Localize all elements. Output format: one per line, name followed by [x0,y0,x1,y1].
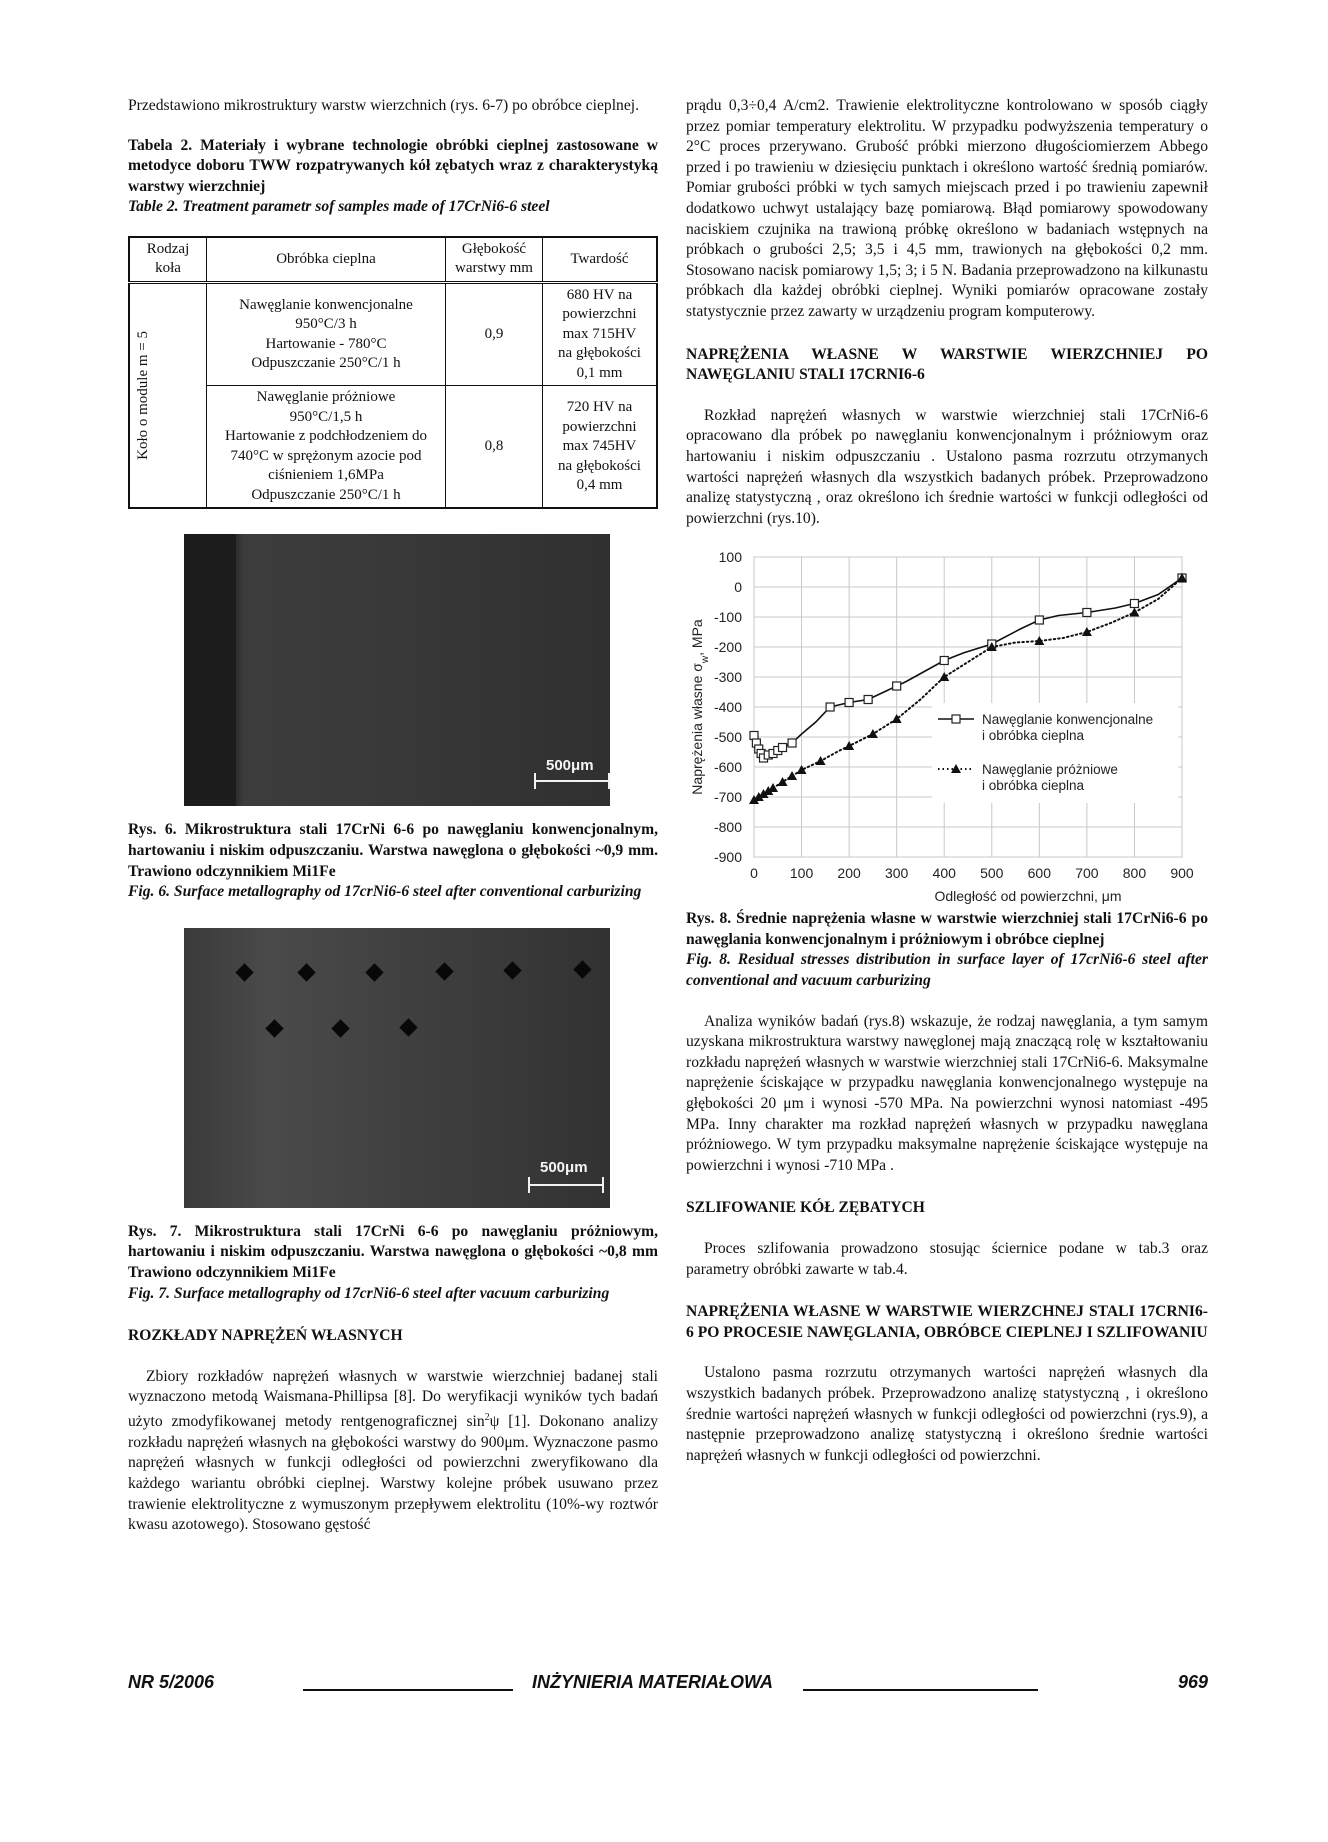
table2-caption-pl: Tabela 2. Materiały i wybrane technologie obróbki cieplnej zastosowane w metodyce doboru TWW rozpatrywanych kół zębatych wraz z charakterystyką warstwy wierzchniej [128,136,658,195]
y-tick-label: -400 [713,699,742,716]
hardness-indent [573,960,591,978]
chart-legend [932,703,1178,803]
scale-label: 500μm [546,757,594,775]
data-point-square [1035,616,1043,624]
continued-paragraph: prądu 0,3÷0,4 A/cm2. Trawienie elektrolityczne kontrolowano w sposób ciągły przez pomiar temperatury elektrolitu. W przypadku podwyższenia temperatury o 2°C proces przerywano. Grubość próbki mierzono długościomierzem Abbego przed i po trawieniu w dziesięciu punktach i określono wartość średnią pomiarów. Pomiar grubości próbki w tych samych miejscach przed i po trawieniu zapewnił dodatkowo uchwyt ustalający bazę pomiarową. Błąd pomiarowy spowodowany naciskiem czujnika na trawioną próbkę określono w badaniach wstępnych na próbkach o grubości 2,5; 3,5 i 4,5 mm, trawionych na głębokości 0,2 mm. Stosowano nacisk pomiarowy 1,5; 3; i 5 N. Badania przeprowadzono na kilkunastu próbkach dla każdej obróbki cieplnej. Wyniki pomiarów opracowane zostały statystycznie przez zawarty w urządzeniu program komputerowy. [686,97,1208,320]
table-header-row [129,237,657,283]
hardness-line: powierzchni [562,306,637,323]
table-cell-hardness [543,282,658,386]
hardness-indent [297,963,315,981]
ylabel-unit: , MPa [689,619,705,657]
table-group-cell [129,282,207,508]
paragraph-2: Analiza wyników badań (rys.8) wskazuje, że rodzaj nawęglania, a tym samym uzyskana mikrostruktura warstwy nawęglonej mają znaczącą rolę w kształtowaniu rozkładu naprężeń własnych w warstwie wierzchniej stali 17CrNi6-6. Maksymalne naprężenie ściskające w przypadku nawęglania konwencjonalnego występuje na głębokości 20 μm i wynosi -570 MPa. Na powierzchni wynosi natomiast -495 MPa. Inny charakter ma rozkład naprężeń własnych w przypadku nawęglana próżniowego. W tym przypadku maksymalne naprężenie ściskające występuje na powierzchni i wynosi -710 MPa . [686,1012,1208,1174]
data-point-square [779,744,787,752]
treatment-line: ciśnieniem 1,6MPa [268,467,384,484]
treatment-line: Odpuszczanie 250°C/1 h [251,486,401,503]
hardness-indent [399,1018,417,1036]
fig6-micrograph [184,534,610,806]
section-heading-1: NAPRĘŻENIA WŁASNE W WARSTWIE WIERZCHNIEJ PO NAWĘGLANIU STALI 17CRNI6-6 [686,345,1208,384]
hardness-line: max 745HV [562,438,637,455]
treatment-line: 950°C/3 h [295,316,357,333]
data-point-square [864,696,872,704]
intro-paragraph: Przedstawiono mikrostruktury warstw wierzchnich (rys. 6-7) po obróbce cieplnej. [128,97,639,114]
hardness-line: 0,4 mm [576,477,623,494]
y-tick-label: -700 [713,789,742,806]
data-point-square [1130,600,1138,608]
footer-issue: NR 5/2006 [128,1672,215,1692]
table-header-cell: Obróbka cieplna [207,237,446,283]
fig8-caption-pl: Rys. 8. Średnie naprężenia własne w warstwie wierzchniej stali 17CrNi6-6 po nawęglania konwencjonalnym i próżniowym i obróbce cieplnej [686,910,1208,948]
fig7-caption-en: Fig. 7. Surface metallography od 17crNi6-6 steel after vacuum carburizing [128,1284,610,1302]
y-tick-label: -100 [713,609,742,626]
treatment-line: Odpuszczanie 250°C/1 h [251,355,401,372]
hardness-line: max 715HV [562,325,637,342]
treatment-line: 740°C w sprężonym azocie pod [230,447,422,464]
table-cell-depth: 0,9 [446,282,543,386]
data-point-square [788,739,796,747]
legend-label: i obróbka cieplna [982,728,1085,744]
text-span: Zbiory rozkładów naprężeń własnych w warstwie wierzchniej badanej stali wyznaczono metodą Waismana-Phillipsa [8]. Do weryfikacji wyników tych badań użyto zmodyfikowanej metody rentgenograficznej sin [128,1367,658,1431]
right-column [686,96,1208,1466]
hardness-line: na głębokości [558,345,641,362]
paragraph-1: Rozkład naprężeń własnych w warstwie wierzchniej stali 17CrNi6-6 opracowano dla próbek po nawęglaniu konwencjonalnym i próżniowym oraz hartowaniu i niskim odpuszczaniu . Ustalono pasma rozrzutu otrzymanych wartości naprężeń własnych dla wszystkich badanych próbek. Przeprowadzono analizę statystyczną , oraz określono ich średnie wartości w funkcji odległości od powierzchni (rys.10). [686,406,1208,527]
table-cell-hardness [543,386,658,509]
hardness-line: 680 HV na [566,286,633,303]
x-tick-label: 0 [750,865,758,882]
y-tick-label: -500 [713,729,742,746]
section-heading-2: SZLIFOWANIE KÓŁ ZĘBATYCH [686,1199,925,1217]
y-tick-label: 0 [734,579,742,596]
x-tick-label: 700 [1075,865,1099,882]
x-tick-label: 100 [789,865,814,882]
hardness-line: 0,1 mm [576,364,623,381]
legend-label: Nawęglanie konwencjonalne [982,712,1154,728]
table-row [129,386,657,509]
legend-label: i obróbka cieplna [982,778,1085,794]
x-tick-label: 400 [932,865,956,882]
superscript: 2 [484,1412,490,1423]
table2-caption-en: Table 2. Treatment parametr sof samples made of 17CrNi6-6 steel [128,198,550,216]
table-row [129,282,657,386]
data-point-square [940,657,948,665]
text-span: ψ [1]. Dokonano analizy rozkładu naprężeń własnych na głębokości warstwy do 900μm. Wyznaczone pasmo naprężeń własnych w funkcji odległości od powierzchni zweryfikowano dla każdego wariantu obróbki cieplnej. Warstwy kolejne próbek usuwano przez trawienie elektrolityczne z wymuszonym przepływem elektrolitu (10%-wy roztwór kwasu azotowego). Stosowano gęstość [128,1413,658,1534]
treatment-line: 950°C/1,5 h [289,408,363,425]
table-cell-depth: 0,8 [446,386,543,509]
scale-bar [534,780,610,782]
fig8-caption-en: Fig. 8. Residual stresses distribution in surface layer of 17crNi6-6 steel after conventional and vacuum carburizing [686,951,1208,990]
fig6-caption-pl: Rys. 6. Mikrostruktura stali 17CrNi 6-6 po nawęglaniu konwencjonalnym, hartowaniu i niskim odpuszczaniu. Warstwa nawęglona o głębokości ~0,9 mm. Trawiono odczynnikiem Mi1Fe [128,821,658,880]
y-tick-label: -900 [713,849,742,866]
y-tick-label: -300 [713,669,742,686]
ylabel-subscript: w [699,656,711,664]
hardness-indent [365,963,383,981]
paragraph-3: Proces szlifowania prowadzono stosując ściernice podane w tab.3 oraz parametry obróbki zawarte w tab.4. [686,1240,1208,1278]
x-tick-label: 200 [837,865,861,882]
data-point-square [845,699,853,707]
data-point-square [750,732,758,740]
y-tick-label: -600 [713,759,742,776]
treatment-line: Nawęglanie konwencjonalne [239,296,413,313]
fig8-chart [686,535,1208,907]
page-footer [128,1672,1208,1702]
hardness-indent [265,1019,283,1037]
footer-rule-right [803,1689,1038,1691]
section-heading-3: NAPRĘŻENIA WŁASNE W WARSTWIE WIERZCHNEJ STALI 17CRNI6-6 PO PROCESIE NAWĘGLANIA, OBRÓBCE CIEPLNEJ I SZLIFOWANIU [686,1303,1208,1341]
x-tick-label: 300 [884,865,909,882]
fig7-micrograph [184,928,610,1208]
hardness-indent [503,961,521,979]
hardness-line: powierzchni [562,418,637,435]
x-tick-label: 500 [980,865,1004,882]
treatment-line: Hartowanie z podchłodzeniem do [224,428,427,445]
hardness-indent [331,1019,349,1037]
table-header-cell: Rodzaj koła [129,237,207,283]
data-point-square [1083,609,1091,617]
x-tick-label: 800 [1122,865,1147,882]
left-column [128,96,658,1536]
section-paragraph [128,1367,658,1536]
table2 [128,236,658,510]
y-tick-label: -200 [713,639,742,656]
y-tick-label: 100 [718,549,742,566]
data-point-square [826,703,834,711]
table-group-label: Koło o module m = 5 [135,331,151,461]
legend-label: Nawęglanie próżniowe [982,762,1118,778]
table-header-cell: Twardość [543,237,658,283]
hardness-line: 720 HV na [566,399,633,416]
footer-journal: INŻYNIERIA MATERIAŁOWA [532,1672,773,1692]
fig7-caption-pl: Rys. 7. Mikrostruktura stali 17CrNi 6-6 po nawęglaniu próżniowym, hartowaniu i niskim odpuszczaniu. Warstwa nawęglona o głębokości ~0,8 mm Trawiono odczynnikiem Mi1Fe [128,1222,658,1282]
chart-xlabel: Odległość od powierzchni, μm [934,888,1122,905]
table-header-cell: Głębokość warstwy mm [446,237,543,283]
hardness-line: na głębokości [558,457,641,474]
ylabel-text: Naprężenia własne σ [689,663,705,795]
hardness-indent [435,962,453,980]
treatment-line: Hartowanie - 780°C [265,335,387,352]
hardness-indent [235,963,253,981]
x-tick-label: 900 [1170,865,1194,882]
footer-rule-left [303,1689,513,1691]
x-tick-label: 600 [1027,865,1052,882]
treatment-line: Nawęglanie próżniowe [256,389,396,406]
data-point-square [893,682,901,690]
data-point-square [952,715,960,723]
table-cell-treatment [207,386,446,509]
y-tick-label: -800 [713,819,742,836]
scale-label: 500μm [540,1158,588,1176]
mount-edge [184,534,236,806]
table-cell-treatment [207,282,446,386]
paragraph-4: Ustalono pasma rozrzutu otrzymanych wartości naprężeń własnych dla wszystkich badanych próbek. Przeprowadzono analizę statystyczną , i określono średnie wartości naprężeń własnych w funkcji odległości od powierzchni (rys.9), a następnie przeprowadzono analizę statystyczną i określono średnie wartości naprężeń własnych w funkcji odległości od powierzchni. [686,1364,1208,1464]
footer-page-number: 969 [1177,1672,1208,1692]
fig6-caption-en: Fig. 6. Surface metallography od 17crNi6-6 steel after conventional carburizing [128,883,642,901]
chart-ylabel [689,619,711,795]
section-heading-residual-stress: ROZKŁADY NAPRĘŻEŃ WŁASNYCH [128,1327,403,1345]
scale-bar [528,1184,604,1186]
